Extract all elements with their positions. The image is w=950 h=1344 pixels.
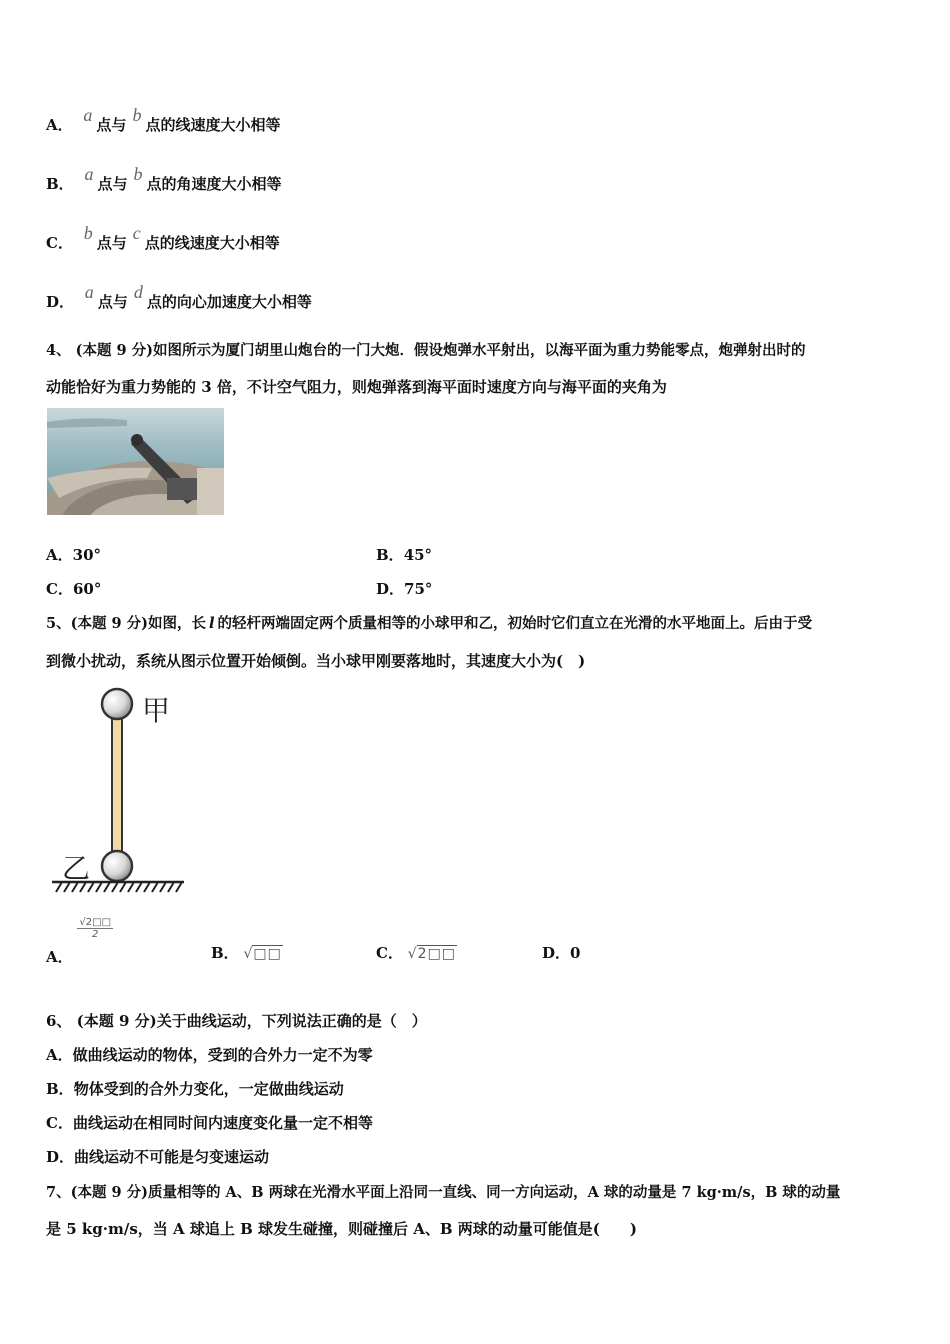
- point-var: b: [83, 223, 93, 243]
- option-label: D．: [46, 293, 75, 311]
- point-var: c: [132, 223, 141, 243]
- q4-option-b: [376, 544, 432, 565]
- point-var: a: [83, 105, 93, 125]
- q6-option-b: [46, 1078, 344, 1099]
- q6-option-c: [46, 1112, 373, 1133]
- q5-stem-text: 的轻杆两端固定两个质量相等的小球甲和乙，初始时它们直立在光滑的水平地面上。后由于受: [217, 615, 813, 632]
- option-label: B．: [211, 944, 239, 962]
- point-var: b: [133, 164, 143, 184]
- q4-stem-line2: 动能恰好为重力势能的 3 倍，不计空气阻力，则炮弹落到海平面时速度方向与海平面的夹角为: [46, 378, 667, 396]
- option-text: 点的向心加速度大小相等: [146, 293, 312, 311]
- option-label: C．: [376, 944, 403, 962]
- q4-stem-line1: 4、 (本题 9 分)如图所示为厦门胡里山炮台的一门大炮．假设炮弹水平射出，以海平面为重力势能零点，炮弹射出时的: [46, 342, 806, 359]
- option-text: 曲线运动在相同时间内速度变化量一定不相等: [72, 1114, 373, 1132]
- point-var: a: [84, 164, 94, 184]
- q6-stem: 6、 (本题 9 分)关于曲线运动，下列说法正确的是（ ）: [46, 1012, 427, 1030]
- option-label: A．: [46, 546, 73, 564]
- q5-option-c: [376, 942, 457, 963]
- option-text: 点与: [97, 175, 128, 193]
- rod-figure: [50, 684, 200, 894]
- sqrt-expression: √2□□: [407, 946, 457, 962]
- option-text: 物体受到的合外力变化，一定做曲线运动: [73, 1080, 344, 1098]
- option-label: B．: [46, 175, 74, 193]
- option-text: 点与: [96, 116, 127, 134]
- sqrt-radicand: □□: [253, 946, 282, 962]
- q5-option-d: [542, 942, 580, 963]
- q7-stem-line2: 是 5 kg·m/s，当 A 球追上 B 球发生碰撞，则碰撞后 A、B 两球的动量可能值是( ): [46, 1220, 637, 1238]
- option-text: 45°: [403, 546, 433, 564]
- option-label: A．: [46, 1046, 73, 1064]
- q4-option-a: [46, 544, 101, 565]
- point-var: b: [132, 105, 142, 125]
- q4-option-c: [46, 578, 101, 599]
- q4-option-d: [376, 578, 432, 599]
- option-text: 点与: [97, 293, 128, 311]
- cannon-photo: [47, 408, 224, 515]
- cannon-photo-image: [47, 408, 224, 515]
- q3-option-a: [46, 105, 281, 135]
- option-label: C．: [46, 580, 73, 598]
- option-text: 60°: [72, 580, 102, 598]
- option-label: D．: [46, 1148, 75, 1166]
- option-label: C．: [46, 234, 73, 252]
- fraction-numerator: √2□□: [79, 917, 112, 928]
- option-text: 做曲线运动的物体，受到的合外力一定不为零: [72, 1046, 373, 1064]
- option-label: D．: [542, 944, 571, 962]
- rod-figure-diagram: [50, 684, 200, 894]
- option-label: A．: [46, 116, 73, 134]
- point-var: d: [133, 282, 143, 302]
- q5-stem-line2: 到微小扰动，系统从图示位置开始倾倒。当小球甲刚要落地时，其速度大小为( ): [46, 652, 586, 670]
- fraction: [77, 917, 113, 940]
- option-text: 0: [570, 944, 581, 962]
- sqrt-expression: √□□: [243, 946, 282, 962]
- q6-option-d: [46, 1146, 269, 1167]
- option-label: D．: [376, 580, 405, 598]
- rod: [112, 716, 122, 866]
- q6-option-a: [46, 1044, 373, 1065]
- option-text: 点的线速度大小相等: [144, 234, 280, 252]
- option-text: 点与: [96, 234, 127, 252]
- fraction-denominator: 2: [92, 929, 99, 940]
- q7-stem-line1: 7、(本题 9 分)质量相等的 A、B 两球在光滑水平面上沿同一直线、同一方向运动，A 球的动量是 7 kg·m/s，B 球的动量: [46, 1184, 841, 1201]
- ball-bottom: [102, 851, 132, 881]
- label-yi: 乙: [62, 852, 91, 885]
- length-var: l: [209, 615, 215, 632]
- q5-stem-line1: [46, 612, 812, 633]
- q3-option-d: [46, 282, 312, 312]
- q3-option-b: [46, 164, 282, 194]
- label-jia: 甲: [142, 694, 171, 727]
- q5-option-a: [46, 917, 113, 967]
- q5-option-b: [211, 942, 283, 963]
- option-text: 点的线速度大小相等: [145, 116, 281, 134]
- option-text: 30°: [72, 546, 102, 564]
- option-text: 75°: [404, 580, 433, 598]
- point-var: a: [84, 282, 94, 302]
- sqrt-radicand: 2□□: [417, 946, 457, 962]
- q3-option-c: [46, 223, 280, 253]
- option-label: C．: [46, 1114, 73, 1132]
- option-text: 曲线运动不可能是匀变速运动: [74, 1148, 270, 1166]
- q5-stem-text: 5、(本题 9 分)如图，长: [46, 615, 206, 632]
- option-label: B．: [376, 546, 404, 564]
- option-text: 点的角速度大小相等: [146, 175, 282, 193]
- option-label: B．: [46, 1080, 74, 1098]
- ball-top: [102, 689, 132, 719]
- option-label: A．: [46, 948, 73, 966]
